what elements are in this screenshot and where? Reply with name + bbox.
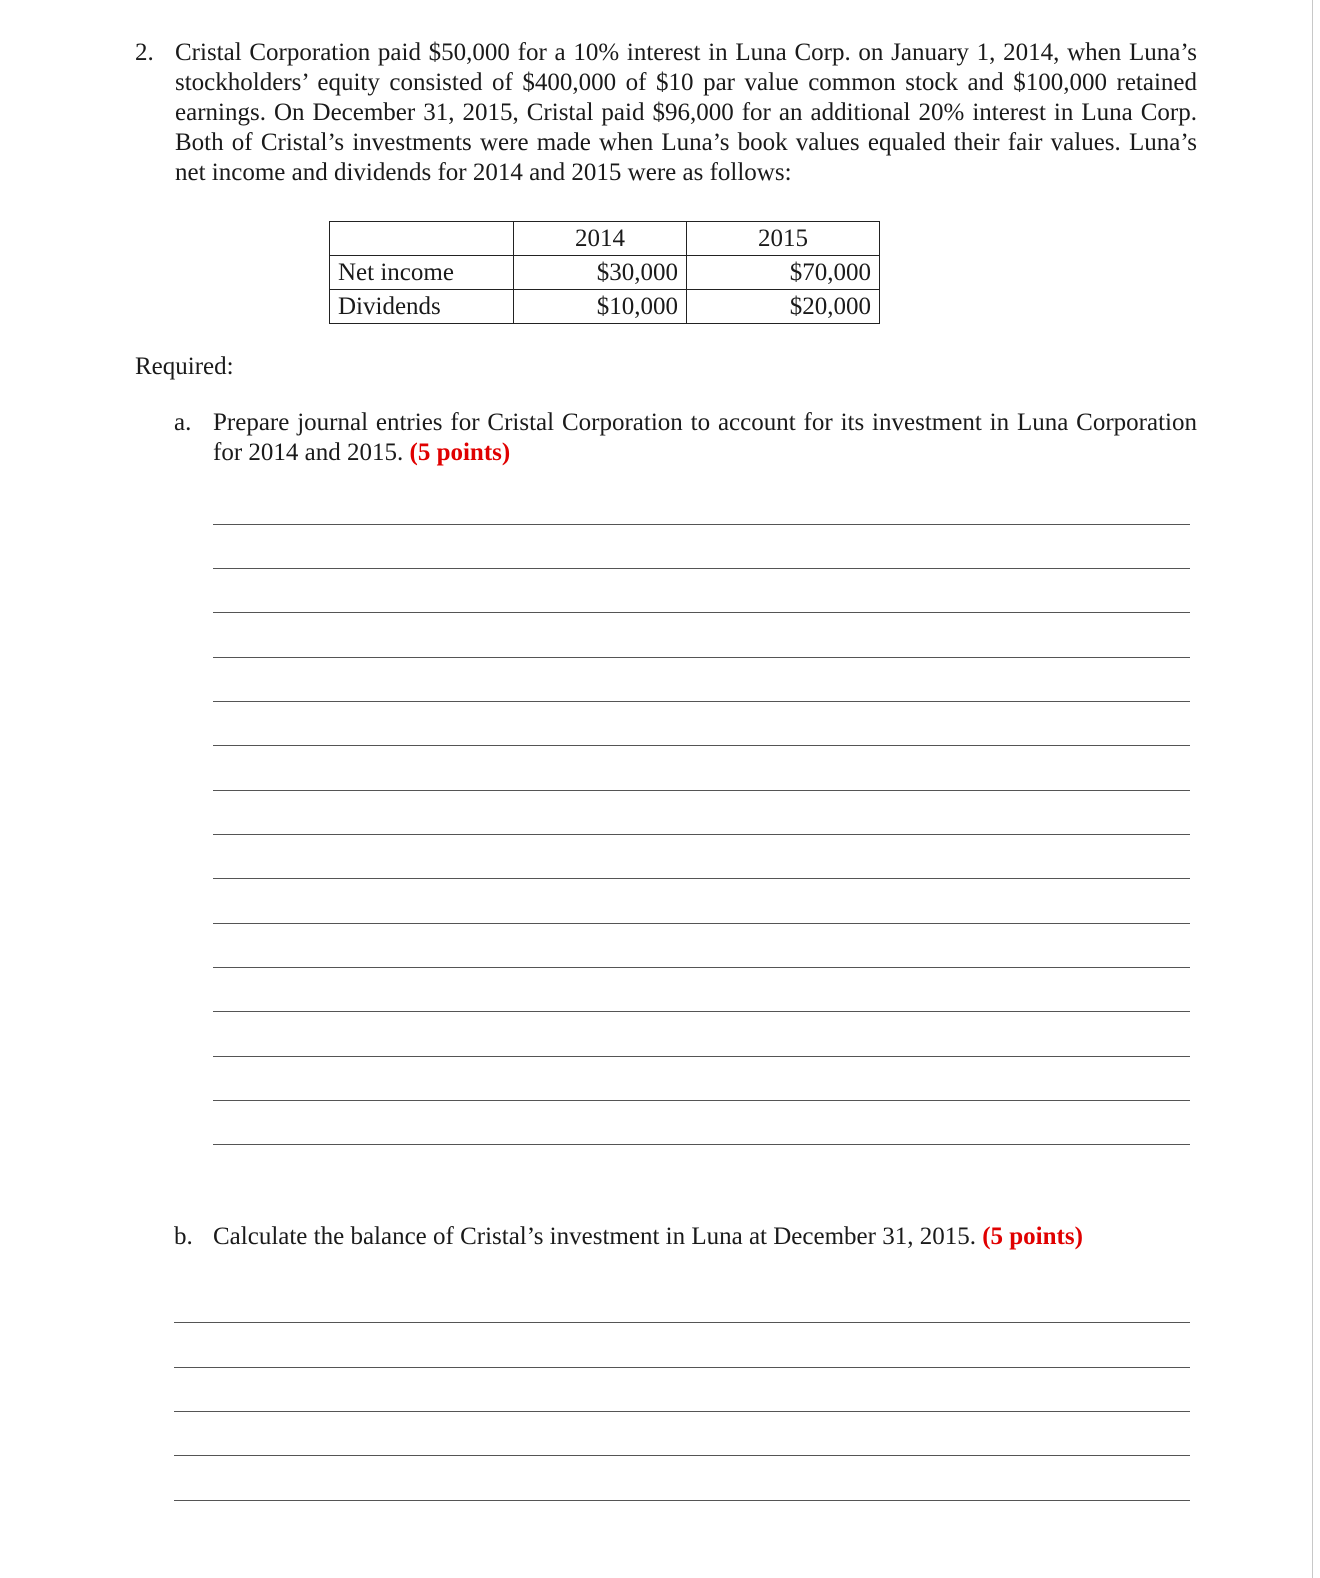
answer-line[interactable] [174, 1455, 1190, 1456]
page-edge-divider [1312, 0, 1313, 1578]
answer-line[interactable] [213, 790, 1190, 791]
answer-line[interactable] [213, 1100, 1190, 1101]
table-header-blank [330, 222, 514, 256]
answer-line[interactable] [213, 834, 1190, 835]
part-a-text: Prepare journal entries for Cristal Corporation to account for its investment in Luna Corporation for 2014 and 2015. [213, 409, 1197, 466]
answer-line[interactable] [174, 1367, 1190, 1368]
row-label: Net income [330, 256, 514, 290]
part-b-text: Calculate the balance of Cristal’s investment in Luna at December 31, 2015. [213, 1223, 976, 1250]
answer-line[interactable] [213, 923, 1190, 924]
answer-line[interactable] [213, 1056, 1190, 1057]
answer-line[interactable] [174, 1500, 1190, 1501]
cell-2014: $10,000 [514, 290, 687, 324]
part-a-marker: a. [174, 409, 192, 436]
answer-line[interactable] [213, 1011, 1190, 1012]
part-b-prompt [213, 1222, 1083, 1252]
question-number: 2. [135, 39, 154, 66]
answer-line[interactable] [213, 745, 1190, 746]
answer-line[interactable] [213, 612, 1190, 613]
answer-line[interactable] [213, 524, 1190, 525]
answer-line[interactable] [213, 657, 1190, 658]
required-heading: Required: [135, 353, 234, 380]
table-header-2015: 2015 [687, 222, 880, 256]
table-header-2014: 2014 [514, 222, 687, 256]
cell-2015: $70,000 [687, 256, 880, 290]
part-a-prompt [213, 408, 1197, 468]
answer-line[interactable] [174, 1411, 1190, 1412]
part-b-points: (5 points) [982, 1223, 1083, 1250]
cell-2015: $20,000 [687, 290, 880, 324]
answer-line[interactable] [213, 878, 1190, 879]
part-b-marker: b. [174, 1223, 193, 1250]
table-row [330, 256, 880, 290]
answer-line[interactable] [174, 1322, 1190, 1323]
answer-line[interactable] [213, 1144, 1190, 1145]
answer-line[interactable] [213, 967, 1190, 968]
income-dividends-table [329, 221, 880, 324]
question-text: Cristal Corporation paid $50,000 for a 10% interest in Luna Corp. on January 1, 2014, when Luna’s stockholders’ equity consisted of $400,000 of $10 par value common stock and $100,000 retained earnings. On December 31, 2015, Cristal paid $96,000 for an additional 20% interest in Luna Corp. Both of Cristal’s investments were made when Luna’s book values equaled their fair values. Luna’s net income and dividends for 2014 and 2015 were as follows: [175, 39, 1197, 186]
row-label: Dividends [330, 290, 514, 324]
cell-2014: $30,000 [514, 256, 687, 290]
table-header-row [330, 222, 880, 256]
answer-line[interactable] [213, 701, 1190, 702]
answer-line[interactable] [213, 568, 1190, 569]
table-row [330, 290, 880, 324]
part-a-points: (5 points) [409, 439, 511, 466]
